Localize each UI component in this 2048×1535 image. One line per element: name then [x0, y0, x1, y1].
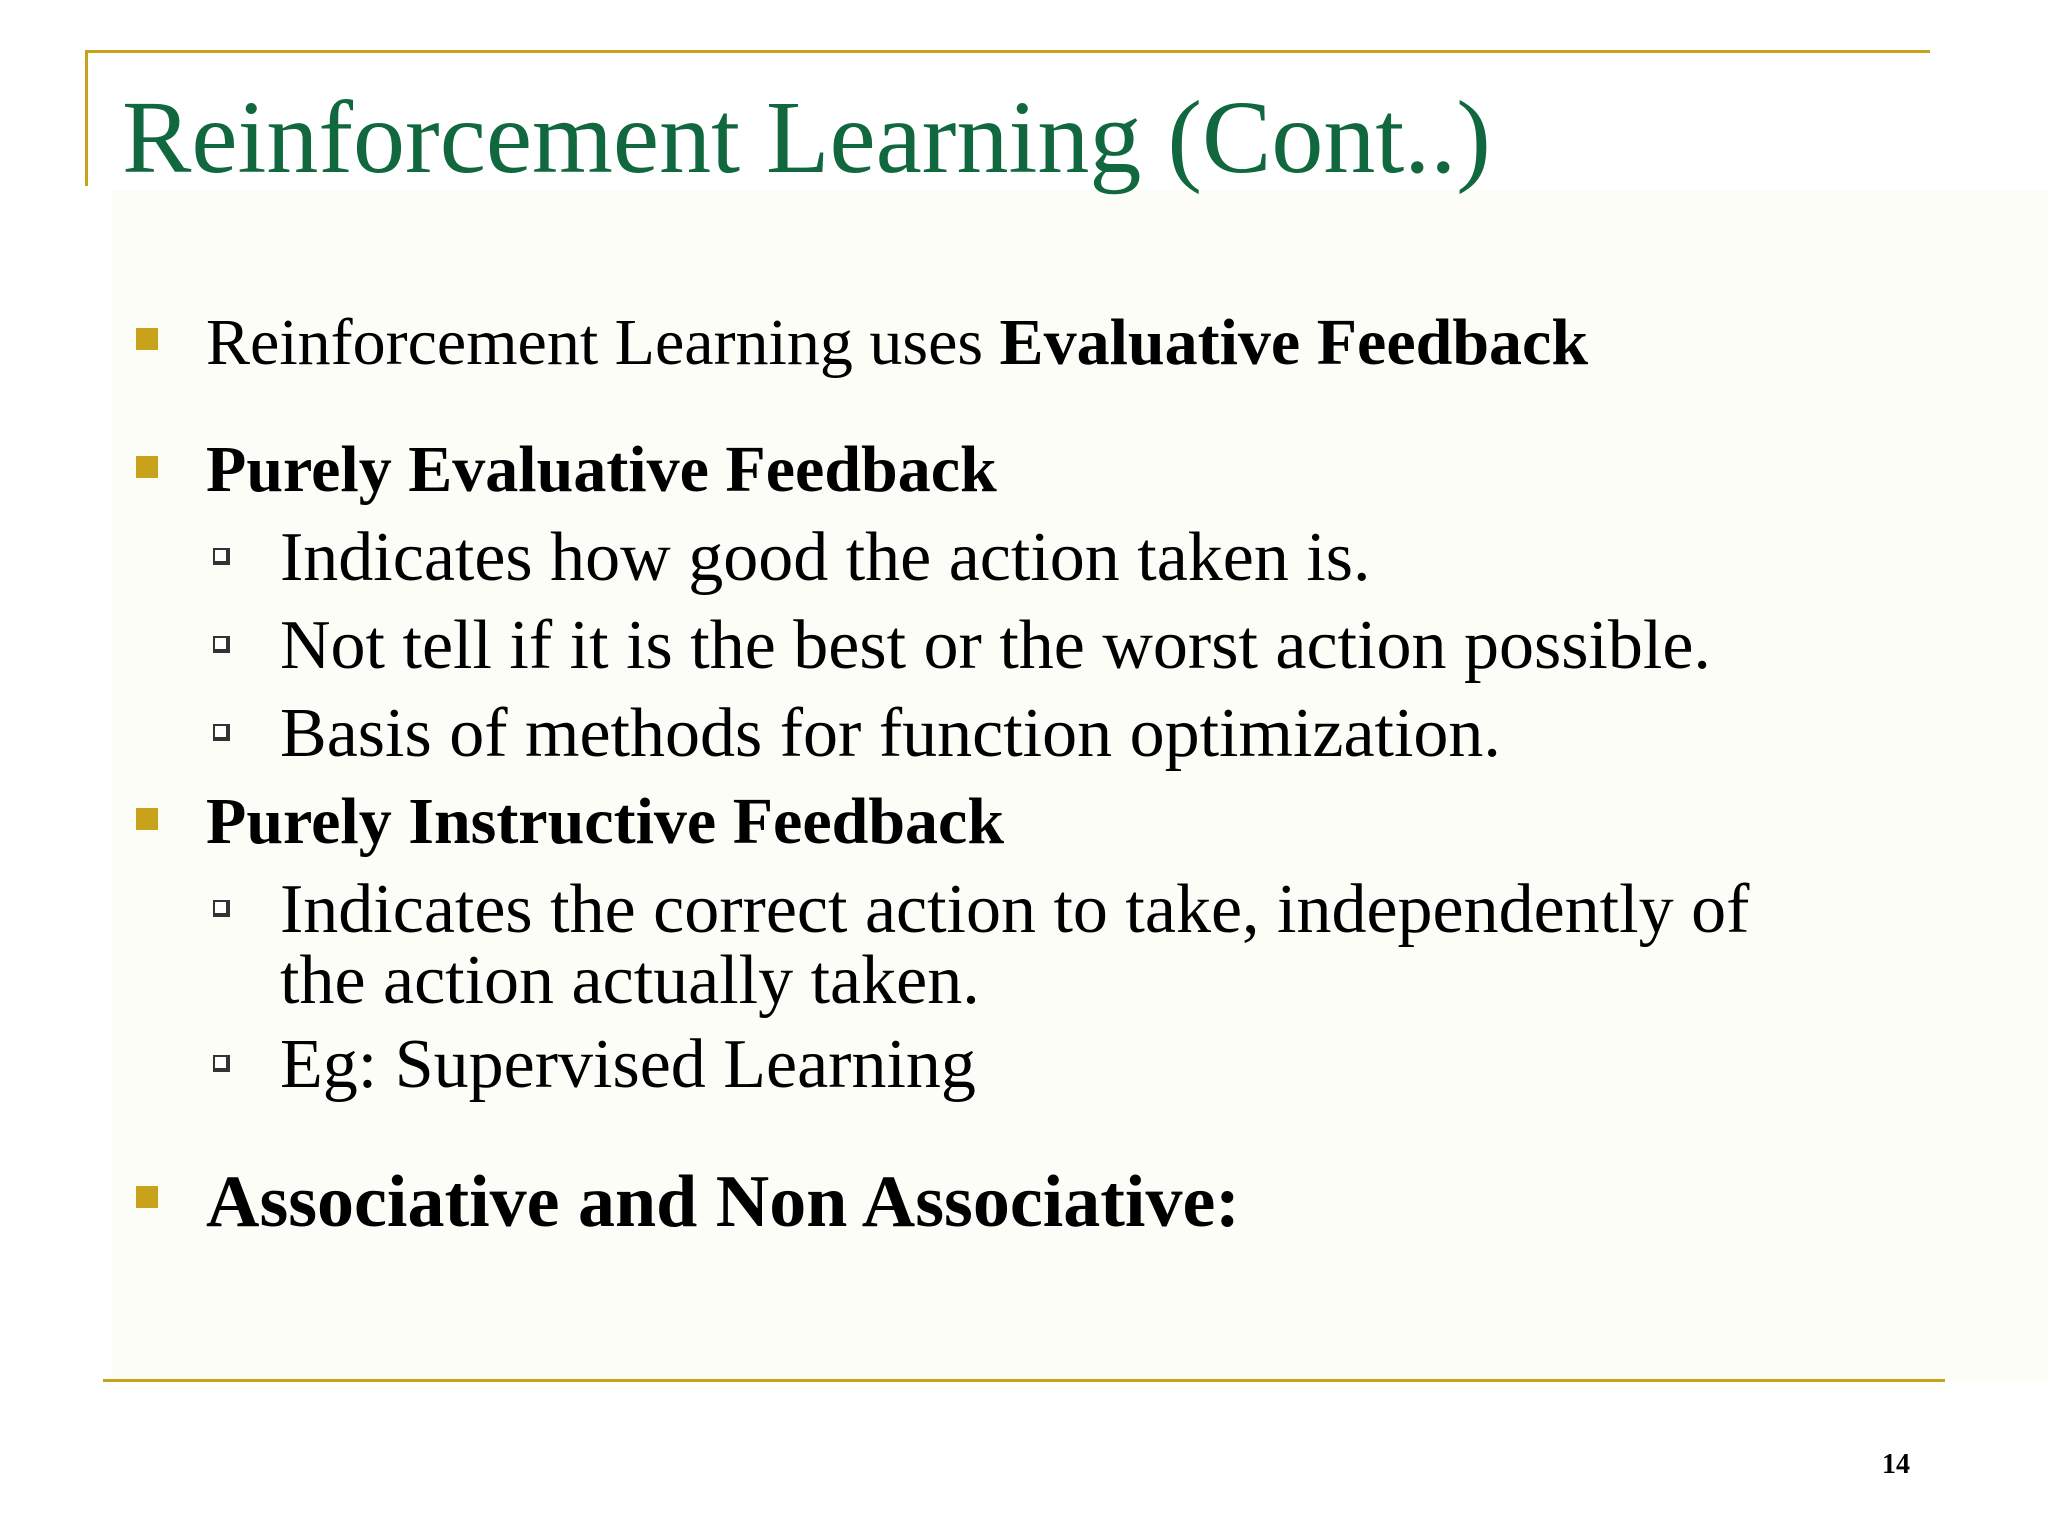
hollow-square-bullet-icon	[213, 548, 230, 565]
square-bullet-icon	[136, 808, 158, 830]
bullet-purely-instructive: Purely Instructive Feedback	[206, 785, 1005, 858]
slide-title: Reinforcement Learning (Cont..)	[122, 80, 1491, 195]
hollow-square-bullet-icon	[213, 900, 230, 917]
hollow-square-bullet-icon	[213, 1055, 230, 1072]
sub-bullet: Basis of methods for function optimization.	[280, 695, 1501, 772]
sub-bullet: Indicates how good the action taken is.	[280, 519, 1371, 596]
sub-bullet: Indicates the correct action to take, independently of	[280, 871, 1750, 948]
page-number: 14	[1882, 1449, 1910, 1480]
bullet-purely-evaluative: Purely Evaluative Feedback	[206, 433, 997, 506]
hollow-square-bullet-icon	[213, 636, 230, 653]
sub-bullet: Eg: Supervised Learning	[280, 1026, 976, 1103]
bullet-associative: Associative and Non Associative:	[206, 1161, 1240, 1243]
bullet-text: Reinforcement Learning uses	[206, 306, 1000, 379]
footer-rule	[103, 1379, 1945, 1382]
title-left-rule	[85, 50, 88, 186]
bullet-bold-text: Evaluative Feedback	[999, 306, 1589, 379]
square-bullet-icon	[136, 456, 158, 478]
sub-bullet-continuation: the action actually taken.	[280, 942, 980, 1019]
sub-bullet: Not tell if it is the best or the worst action possible.	[280, 607, 1711, 684]
square-bullet-icon	[136, 328, 158, 350]
bullet-evaluative-feedback	[206, 305, 1588, 381]
square-bullet-icon	[136, 1186, 158, 1208]
title-top-rule	[85, 50, 1930, 53]
hollow-square-bullet-icon	[213, 724, 230, 741]
